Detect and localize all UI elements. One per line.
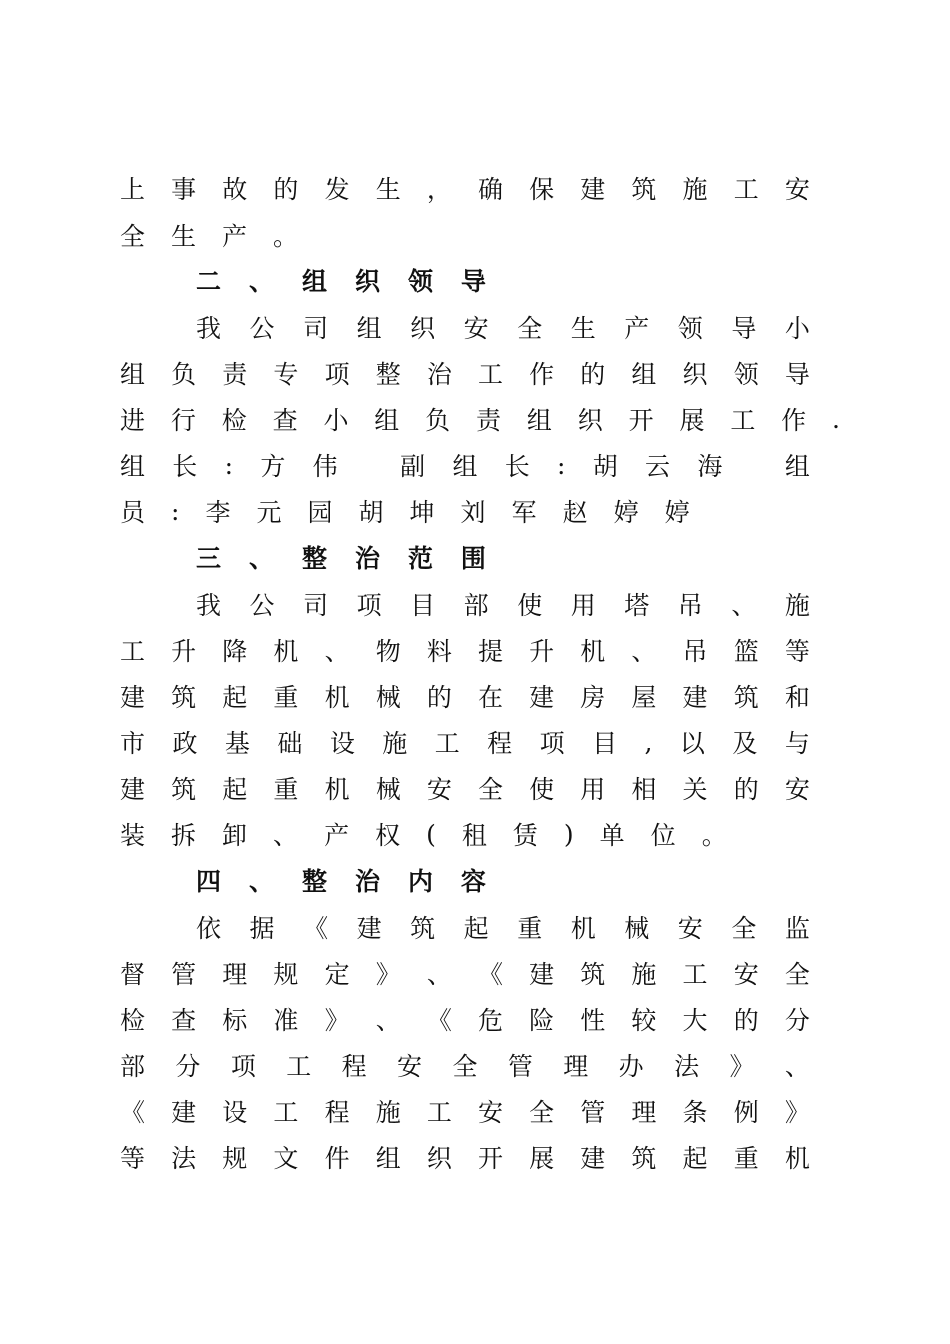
text-char: 械 <box>375 683 401 712</box>
text-char: 据 <box>249 914 275 943</box>
text-char: 机 <box>580 637 606 666</box>
text-char: 公 <box>249 591 275 620</box>
text-char: 二 <box>196 267 222 296</box>
text-char: 副 <box>400 452 426 481</box>
text-char: 提 <box>477 637 503 666</box>
text-char: 工 <box>730 406 756 435</box>
text-char: 开 <box>477 1144 503 1173</box>
text-char: 规 <box>273 960 299 989</box>
text-char: 我 <box>196 591 222 620</box>
text-char: 建 <box>171 1098 197 1127</box>
text-char: 保 <box>529 175 555 204</box>
text-char: 伟 <box>312 452 338 481</box>
text-char: 卸 <box>222 821 248 850</box>
text-char: 三 <box>196 544 222 573</box>
text-char: 部 <box>463 591 489 620</box>
text-char: 险 <box>529 1006 555 1035</box>
text-char: 用 <box>580 775 606 804</box>
text-char: 、 <box>375 1006 401 1035</box>
text-char: 筑 <box>733 683 759 712</box>
text-char: 程 <box>487 729 513 758</box>
text-char: 监 <box>784 914 810 943</box>
text-char: 筑 <box>410 914 436 943</box>
text-char: 工 <box>273 1098 299 1127</box>
text-char: 法 <box>171 1144 197 1173</box>
text-char: 起 <box>463 914 489 943</box>
text-line <box>196 310 810 344</box>
text-char: 目 <box>592 729 618 758</box>
text-char: 筑 <box>580 960 606 989</box>
text-char: 《 <box>477 960 503 989</box>
text-char: 生 <box>375 175 401 204</box>
text-char: 建 <box>356 914 382 943</box>
text-char: 用 <box>570 591 596 620</box>
text-char: 房 <box>580 683 606 712</box>
text-char: 检 <box>221 406 247 435</box>
text-char: 上 <box>120 175 146 204</box>
text-char: 导 <box>784 360 810 389</box>
text-char: 拆 <box>171 821 197 850</box>
text-char: 的 <box>273 175 299 204</box>
text-char: 云 <box>645 452 671 481</box>
text-char: 小 <box>323 406 349 435</box>
text-char: 组 <box>526 406 552 435</box>
text-char: 工 <box>434 729 460 758</box>
text-char: 的 <box>733 1006 759 1035</box>
text-char: 确 <box>477 175 503 204</box>
text-char: 、 <box>731 591 757 620</box>
text-char: 方 <box>260 452 286 481</box>
text-char: 四 <box>196 867 222 896</box>
text-char: 领 <box>407 267 433 296</box>
text-line <box>120 633 810 667</box>
text-char: 法 <box>674 1052 700 1081</box>
text-char: 起 <box>222 775 248 804</box>
section-heading <box>196 263 486 297</box>
text-char: 机 <box>324 683 350 712</box>
text-line <box>120 725 810 759</box>
text-char: 进 <box>120 406 146 435</box>
text-char: 领 <box>677 314 703 343</box>
text-char: 织 <box>577 406 603 435</box>
text-char: 建 <box>682 683 708 712</box>
text-char: 项 <box>539 729 565 758</box>
text-char: 施 <box>631 960 657 989</box>
text-char: ) <box>563 819 574 849</box>
text-char: 项 <box>230 1052 256 1081</box>
text-char: 项 <box>324 360 350 389</box>
text-char: 。 <box>273 222 299 251</box>
text-char: : <box>171 496 180 526</box>
text-char: 负 <box>171 360 197 389</box>
text-char: 与 <box>784 729 810 758</box>
text-line <box>120 448 810 482</box>
text-char: 》 <box>784 1098 810 1127</box>
text-char: 故 <box>222 175 248 204</box>
text-char: 《 <box>426 1006 452 1035</box>
text-char: 升 <box>171 637 197 666</box>
text-char: 规 <box>222 1144 248 1173</box>
text-char: 军 <box>511 498 537 527</box>
text-char: 施 <box>682 175 708 204</box>
text-char: 机 <box>784 1144 810 1173</box>
text-char: 整 <box>375 360 401 389</box>
text-char: 范 <box>407 544 433 573</box>
text-char: 组 <box>452 452 478 481</box>
text-char: 元 <box>256 498 282 527</box>
text-char: 分 <box>784 1006 810 1035</box>
text-char: 重 <box>733 1144 759 1173</box>
text-char: 篮 <box>733 637 759 666</box>
text-char: 作 <box>529 360 555 389</box>
text-char: 安 <box>477 1098 503 1127</box>
text-char: 《 <box>120 1098 146 1127</box>
text-char: 李 <box>205 498 231 527</box>
text-char: 组 <box>356 314 382 343</box>
text-char: 作 <box>781 406 807 435</box>
text-char: 部 <box>120 1052 146 1081</box>
text-char: 开 <box>628 406 654 435</box>
text-char: 大 <box>682 1006 708 1035</box>
text-char: 和 <box>784 683 810 712</box>
text-char: 生 <box>171 222 197 251</box>
text-char: 单 <box>599 821 625 850</box>
text-char: 全 <box>529 1098 555 1127</box>
text-line <box>120 1140 810 1174</box>
text-char: 小 <box>784 314 810 343</box>
text-char: 、 <box>248 267 274 296</box>
text-line <box>120 956 810 990</box>
text-line <box>120 679 810 713</box>
text-char: 赁 <box>512 821 538 850</box>
text-char: 员 <box>120 498 146 527</box>
text-char: 全 <box>517 314 543 343</box>
text-char: 机 <box>570 914 596 943</box>
text-char: : <box>224 450 234 480</box>
text-char: 安 <box>733 960 759 989</box>
text-char: 海 <box>697 452 723 481</box>
text-char: 工 <box>682 960 708 989</box>
text-char: 械 <box>375 775 401 804</box>
text-char: 的 <box>426 683 452 712</box>
text-char: 建 <box>580 175 606 204</box>
text-char: 容 <box>460 867 486 896</box>
text-char: 件 <box>324 1144 350 1173</box>
text-char: 全 <box>731 914 757 943</box>
text-char: 织 <box>410 314 436 343</box>
text-char: 、 <box>784 1052 810 1081</box>
text-char: 治 <box>354 867 380 896</box>
text-char: 设 <box>222 1098 248 1127</box>
text-char: 我 <box>196 314 222 343</box>
text-char: 依 <box>196 914 222 943</box>
text-char: 市 <box>120 729 146 758</box>
text-char: 、 <box>631 637 657 666</box>
text-char: 公 <box>249 314 275 343</box>
text-char: 位 <box>650 821 676 850</box>
text-char: 的 <box>733 775 759 804</box>
text-char: 分 <box>175 1052 201 1081</box>
text-char: 租 <box>461 821 487 850</box>
text-char: 全 <box>784 960 810 989</box>
text-char: 刘 <box>460 498 486 527</box>
text-char: 办 <box>618 1052 644 1081</box>
section-heading <box>196 540 486 574</box>
text-char: 、 <box>248 544 274 573</box>
text-char: 较 <box>631 1006 657 1035</box>
text-char: 工 <box>733 175 759 204</box>
text-char: 理 <box>631 1098 657 1127</box>
text-char: 责 <box>476 406 502 435</box>
text-char: 导 <box>460 267 486 296</box>
text-char: 械 <box>624 914 650 943</box>
text-line <box>120 218 810 252</box>
text-char: 督 <box>120 960 146 989</box>
text-char: 、 <box>324 637 350 666</box>
text-char: 定 <box>324 960 350 989</box>
text-char: 治 <box>354 544 380 573</box>
text-char: 产 <box>324 821 350 850</box>
text-char: 长 <box>172 452 198 481</box>
text-char: 设 <box>329 729 355 758</box>
text-char: 、 <box>273 821 299 850</box>
text-char: 胡 <box>358 498 384 527</box>
text-char: 工 <box>426 1098 452 1127</box>
text-char: 组 <box>120 452 146 481</box>
text-char: 赵 <box>562 498 588 527</box>
text-char: 建 <box>120 683 146 712</box>
text-line <box>120 494 810 528</box>
text-char: 建 <box>529 683 555 712</box>
text-char: 内 <box>407 867 433 896</box>
text-char: 全 <box>477 775 503 804</box>
text-char: 起 <box>222 683 248 712</box>
text-char: 发 <box>324 175 350 204</box>
text-char: 织 <box>354 267 380 296</box>
text-char: , <box>644 727 653 757</box>
text-char: 相 <box>631 775 657 804</box>
text-char: 管 <box>171 960 197 989</box>
text-char: 组 <box>301 267 327 296</box>
text-char: 事 <box>171 175 197 204</box>
text-char: 施 <box>375 1098 401 1127</box>
text-char: 及 <box>732 729 758 758</box>
text-char: 织 <box>682 360 708 389</box>
text-char: 机 <box>324 775 350 804</box>
text-char: 升 <box>529 637 555 666</box>
text-char: 危 <box>477 1006 503 1035</box>
text-char: 以 <box>679 729 705 758</box>
text-char: ， <box>426 175 452 204</box>
text-char: 整 <box>301 867 327 896</box>
text-char: 安 <box>677 914 703 943</box>
text-line <box>120 1048 810 1082</box>
text-char: 料 <box>426 637 452 666</box>
text-char: 性 <box>580 1006 606 1035</box>
text-char: 文 <box>273 1144 299 1173</box>
text-line <box>196 910 810 944</box>
text-char: 吊 <box>677 591 703 620</box>
text-char: 程 <box>324 1098 350 1127</box>
text-char: 程 <box>341 1052 367 1081</box>
text-char: 行 <box>170 406 196 435</box>
text-line <box>120 1002 810 1036</box>
text-char: 产 <box>624 314 650 343</box>
text-line <box>196 587 810 621</box>
text-char: 例 <box>733 1098 759 1127</box>
text-line <box>120 1094 810 1128</box>
text-char: 重 <box>273 775 299 804</box>
text-char: 等 <box>120 1144 146 1173</box>
text-char: 司 <box>303 591 329 620</box>
text-char: 管 <box>580 1098 606 1127</box>
section-heading <box>196 863 486 897</box>
text-char: 领 <box>733 360 759 389</box>
text-char: 查 <box>171 1006 197 1035</box>
text-char <box>750 451 758 480</box>
text-char: 整 <box>301 544 327 573</box>
text-char: 建 <box>580 1144 606 1173</box>
text-char: 管 <box>507 1052 533 1081</box>
text-char: 查 <box>272 406 298 435</box>
text-char: 重 <box>517 914 543 943</box>
text-line <box>120 771 810 805</box>
text-char: 工 <box>120 637 146 666</box>
text-char: 导 <box>731 314 757 343</box>
text-char: 屋 <box>631 683 657 712</box>
text-char: 建 <box>120 775 146 804</box>
text-char: 政 <box>172 729 198 758</box>
text-char: 产 <box>222 222 248 251</box>
text-char: . <box>832 404 840 434</box>
text-char: 全 <box>120 222 146 251</box>
text-char: 安 <box>397 1052 423 1081</box>
text-char: 全 <box>452 1052 478 1081</box>
text-char: 安 <box>784 775 810 804</box>
text-char: 组 <box>374 406 400 435</box>
text-char: 施 <box>382 729 408 758</box>
text-line <box>120 356 810 390</box>
text-char: 组 <box>631 360 657 389</box>
text-char: 坤 <box>409 498 435 527</box>
text-char: 理 <box>563 1052 589 1081</box>
text-char: 安 <box>463 314 489 343</box>
text-char: 准 <box>273 1006 299 1035</box>
text-char: 降 <box>222 637 248 666</box>
text-char: 标 <box>222 1006 248 1035</box>
text-char: 重 <box>273 683 299 712</box>
text-char: 、 <box>426 960 452 989</box>
text-char: 组 <box>375 1144 401 1173</box>
text-char: 》 <box>324 1006 350 1035</box>
text-char: 安 <box>784 175 810 204</box>
text-char: 治 <box>426 360 452 389</box>
text-char: 关 <box>682 775 708 804</box>
text-char: 展 <box>679 406 705 435</box>
text-char: 婷 <box>664 498 690 527</box>
text-char: : <box>557 450 566 480</box>
text-char: 胡 <box>592 452 618 481</box>
text-char: 施 <box>784 591 810 620</box>
text-char: 责 <box>222 360 248 389</box>
text-char: 婷 <box>613 498 639 527</box>
text-char: 生 <box>570 314 596 343</box>
text-char: 筑 <box>631 175 657 204</box>
text-char: 长 <box>504 452 530 481</box>
text-char: 专 <box>273 360 299 389</box>
text-char: 吊 <box>682 637 708 666</box>
text-char: 塔 <box>624 591 650 620</box>
text-char: 理 <box>222 960 248 989</box>
text-char: 检 <box>120 1006 146 1035</box>
text-char: 起 <box>682 1144 708 1173</box>
text-char: 目 <box>410 591 436 620</box>
text-char: 展 <box>529 1144 555 1173</box>
text-char: 础 <box>277 729 303 758</box>
text-char: 等 <box>784 637 810 666</box>
text-char: 《 <box>303 914 329 943</box>
text-char: 基 <box>224 729 250 758</box>
text-char: 使 <box>517 591 543 620</box>
text-char: 物 <box>375 637 401 666</box>
text-line <box>120 817 810 851</box>
text-char: 筑 <box>171 775 197 804</box>
text-char: 负 <box>425 406 451 435</box>
text-char: 机 <box>273 637 299 666</box>
text-char: 围 <box>460 544 486 573</box>
text-char: 在 <box>477 683 503 712</box>
text-char: 筑 <box>631 1144 657 1173</box>
text-char: 、 <box>248 867 274 896</box>
text-char: 装 <box>120 821 146 850</box>
text-char: 组 <box>120 360 146 389</box>
text-char: 筑 <box>171 683 197 712</box>
text-char: 》 <box>729 1052 755 1081</box>
text-char: 组 <box>784 452 810 481</box>
text-char: 使 <box>529 775 555 804</box>
text-char: 条 <box>682 1098 708 1127</box>
text-char: 织 <box>426 1144 452 1173</box>
text-char: 》 <box>375 960 401 989</box>
text-char: 。 <box>701 821 727 850</box>
text-char: 安 <box>426 775 452 804</box>
text-char: 园 <box>307 498 333 527</box>
text-char: 权 <box>375 821 401 850</box>
text-char: 建 <box>529 960 555 989</box>
text-char: 工 <box>286 1052 312 1081</box>
text-char: 司 <box>303 314 329 343</box>
text-line <box>120 402 840 436</box>
text-char: ( <box>426 819 436 849</box>
text-char: 工 <box>477 360 503 389</box>
text-char <box>365 451 373 480</box>
text-line <box>120 171 810 205</box>
text-char: 的 <box>580 360 606 389</box>
text-char: 项 <box>356 591 382 620</box>
